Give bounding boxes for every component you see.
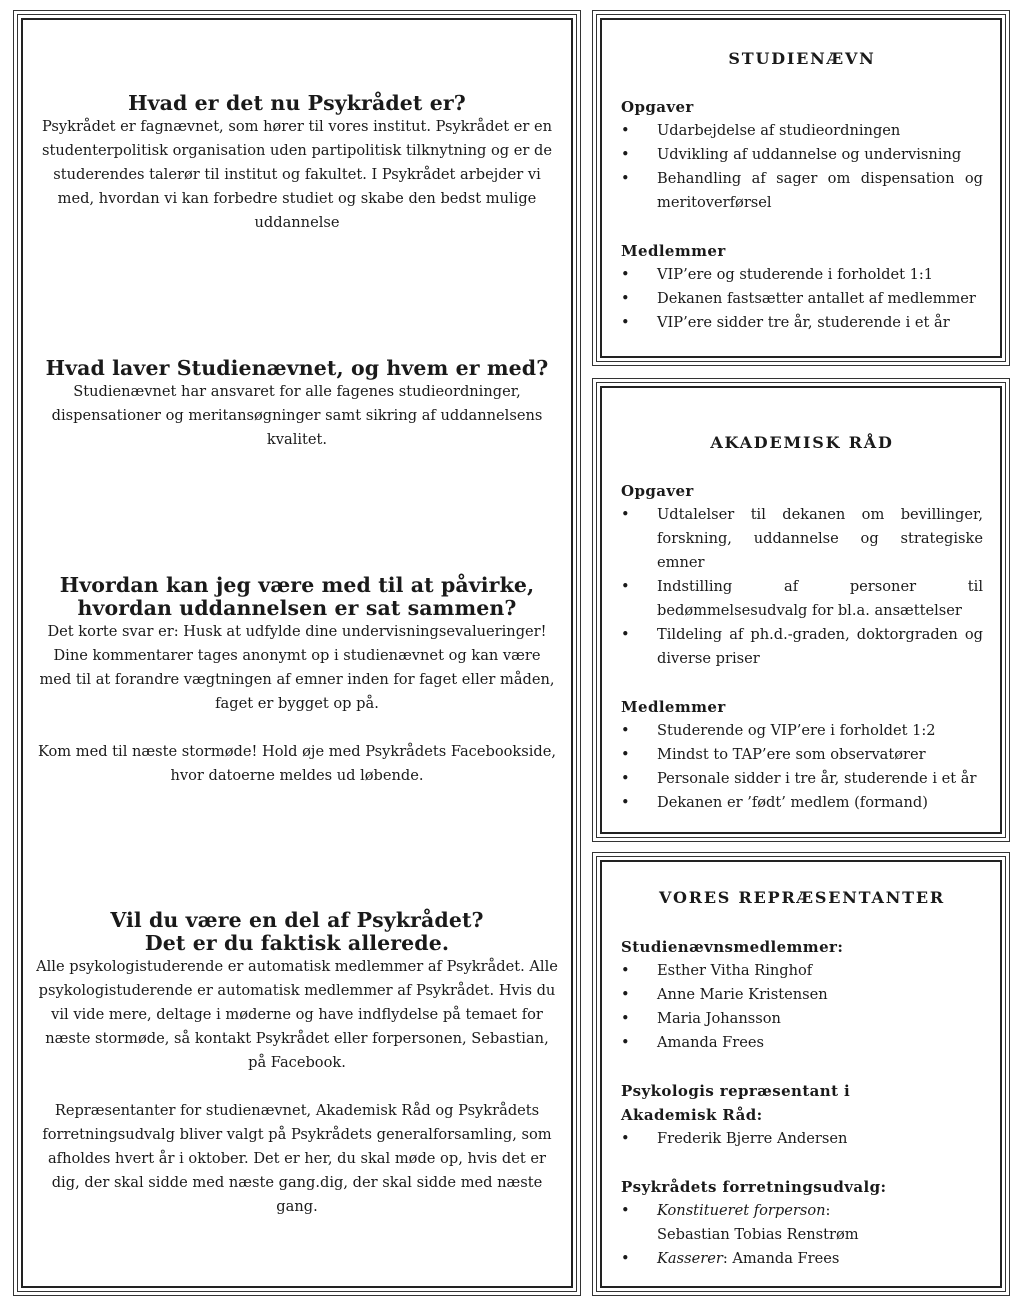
- studienaevn-box: [592, 10, 1010, 366]
- section-text: Alle psykologistuderende er automatisk medlemmer af Psykrådet. Alle psykologistuderende er automatisk medlemmer af Psykrådet. Hvis du vil vide mere, deltage i møderne og have indflydelse på temaet for næste stormøde, så kontakt Psykrådet eller forpersonen, Sebastian, på Facebook.: [36, 958, 558, 1071]
- members-label: Medlemmer: [621, 242, 726, 260]
- list-item: • Anne Marie Kristensen: [621, 983, 983, 1007]
- bullet-icon: •: [621, 1034, 630, 1051]
- bullet-icon: •: [621, 1250, 630, 1267]
- list-item: • Behandling af sager om dispensation og meritoverførsel: [621, 167, 983, 215]
- list-item: • Studerende og VIP’ere i forholdet 1:2: [621, 719, 983, 743]
- bullet-icon: •: [621, 722, 630, 739]
- bullet-icon: •: [621, 794, 630, 811]
- section-title: Hvad er det nu Psykrådet er?: [128, 91, 466, 115]
- list-item: • Kasserer: Amanda Frees: [621, 1247, 983, 1271]
- bullet-icon: •: [621, 746, 630, 763]
- section-what-is-psykraadet: [36, 92, 558, 235]
- akademisk-rep-list: [621, 1127, 983, 1151]
- info-panel: [13, 10, 581, 1296]
- members-label: Medlemmer: [621, 698, 726, 716]
- section-text: Psykrådet er fagnævnet, som hører til vores institut. Psykrådet er en studenterpolitisk organisation uden partipolitisk tilknytning og er de studerendes talerør til institut og fakultet. I Psykrådet arbejder vi med, hvordan vi kan forbedre studiet og skabe den bedst mulige uddannelse: [41, 118, 553, 231]
- list-item: • Esther Vitha Ringhof: [621, 959, 983, 983]
- list-item: • VIP’ere sidder tre år, studerende i et år: [621, 311, 983, 335]
- role: Konstitueret forperson: [657, 1202, 826, 1219]
- section-title: Hvad laver Studienævnet, og hvem er med?: [45, 356, 549, 380]
- tasks-list: [621, 119, 983, 215]
- bullet-icon: •: [621, 1202, 630, 1219]
- person-name: Amanda Frees: [732, 1250, 840, 1267]
- bullet-icon: •: [621, 770, 630, 787]
- bullet-icon: •: [621, 314, 630, 331]
- tasks-label: Opgaver: [621, 482, 694, 500]
- bullet-icon: •: [621, 1130, 630, 1147]
- bullet-icon: •: [621, 986, 630, 1003]
- list-item: • Dekanen er ’født’ medlem (formand): [621, 791, 983, 815]
- section-title-line1: Hvordan kan jeg være med til at påvirke,: [59, 573, 535, 597]
- section-text: Repræsentanter for studienævnet, Akademisk Råd og Psykrådets forretningsudvalg bliver valgt på Psykrådets generalforsamling, som afholdes hvert år i oktober. Det er her, du skal møde op, hvis det er dig, der skal sidde med næste gang.dig, der skal sidde med næste gang.: [42, 1102, 552, 1215]
- list-item: • VIP’ere og studerende i forholdet 1:1: [621, 263, 983, 287]
- members-list: [621, 263, 983, 335]
- list-item: • Amanda Frees: [621, 1031, 983, 1055]
- bullet-icon: •: [621, 290, 630, 307]
- box-title: STUDIENÆVN: [728, 49, 876, 68]
- list-item: • Mindst to TAP’ere som observatører: [621, 743, 983, 767]
- list-item: • Dekanen fastsætter antallet af medlemmer: [621, 287, 983, 311]
- list-item: • Frederik Bjerre Andersen: [621, 1127, 983, 1151]
- box-title: AKADEMISK RÅD: [710, 433, 894, 452]
- section-text: Studienævnet har ansvaret for alle fagenes studieordninger, dispensationer og meritansøgninger samt sikring af uddannelsens kvalitet.: [51, 383, 543, 448]
- list-item: • Udarbejdelse af studieordningen: [621, 119, 983, 143]
- akademisk-raad-box: [592, 378, 1010, 842]
- tasks-label: Opgaver: [621, 98, 694, 116]
- bullet-icon: •: [621, 266, 630, 283]
- person-name: Sebastian Tobias Renstrøm: [657, 1226, 859, 1243]
- members-list: [621, 719, 983, 815]
- section-text: Det korte svar er: Husk at udfylde dine undervisningsevalueringer! Dine kommentarer tages anonymt op i studienævnet og kan være med til at forandre vægtningen af emner inden for faget eller måden, faget er bygget op på.: [39, 623, 555, 712]
- bullet-icon: •: [621, 962, 630, 979]
- akademisk-rep-label-line2: Akademisk Råd:: [621, 1106, 763, 1124]
- list-item: • Udtalelser til dekanen om bevillinger, forskning, uddannelse og strategiske emner: [621, 503, 983, 575]
- section-title-line2: Det er du faktisk allerede.: [144, 931, 450, 955]
- akademisk-rep-label-line1: Psykologis repræsentant i: [621, 1082, 851, 1100]
- bullet-icon: •: [621, 626, 630, 643]
- bullet-icon: •: [621, 1010, 630, 1027]
- list-item: • Udvikling af uddannelse og undervisning: [621, 143, 983, 167]
- studienaevn-members-list: [621, 959, 983, 1055]
- forretningsudvalg-list: [621, 1199, 983, 1271]
- section-text: Kom med til næste stormøde! Hold øje med Psykrådets Facebookside, hvor datoerne meldes ud løbende.: [37, 743, 557, 784]
- studienaevn-members-label: Studienævnsmedlemmer:: [621, 938, 844, 956]
- section-join-psykraadet: [36, 909, 558, 1219]
- bullet-icon: •: [621, 506, 630, 523]
- bullet-icon: •: [621, 170, 630, 187]
- list-item: • Tildeling af ph.d.-graden, doktorgraden og diverse priser: [621, 623, 983, 671]
- bullet-icon: •: [621, 578, 630, 595]
- representatives-box: [592, 852, 1010, 1296]
- list-item: • Indstilling af personer til bedømmelsesudvalg for bl.a. ansættelser: [621, 575, 983, 623]
- tasks-list: [621, 503, 983, 671]
- forretningsudvalg-label: Psykrådets forretningsudvalg:: [621, 1178, 887, 1196]
- section-title-line1: Vil du være en del af Psykrådet?: [110, 908, 484, 932]
- section-studienaevnet: [36, 357, 558, 452]
- bullet-icon: •: [621, 122, 630, 139]
- list-item: • Personale sidder i tre år, studerende i et år: [621, 767, 983, 791]
- bullet-icon: •: [621, 146, 630, 163]
- list-item: • Konstitueret forperson: Sebastian Tobias Renstrøm: [621, 1199, 983, 1247]
- role: Kasserer: [657, 1250, 723, 1267]
- section-title-line2: hvordan uddannelsen er sat sammen?: [77, 596, 517, 620]
- list-item: • Maria Johansson: [621, 1007, 983, 1031]
- section-how-to-influence: [36, 574, 558, 788]
- box-title: VORES REPRÆSENTANTER: [659, 888, 945, 907]
